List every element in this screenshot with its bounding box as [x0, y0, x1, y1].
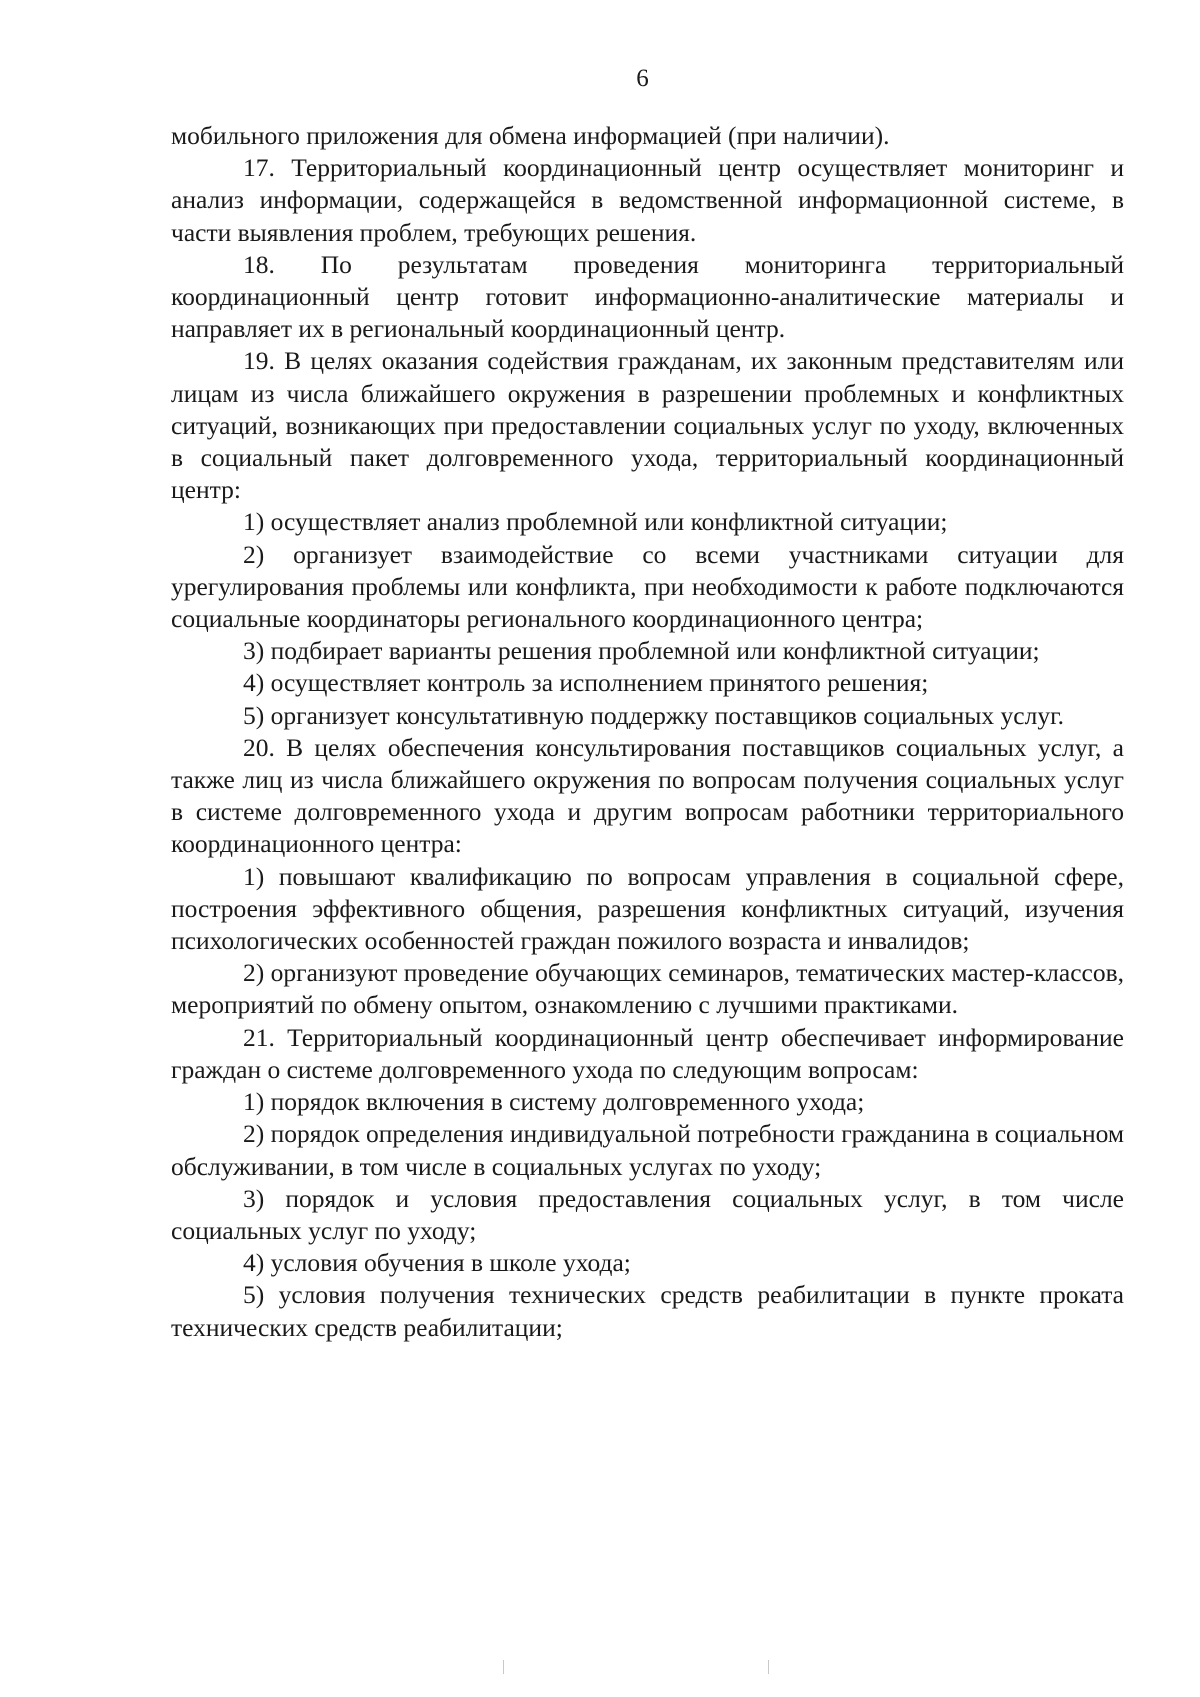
paragraph-19-item-1: 1) осуществляет анализ проблемной или конфликтной ситуации; — [243, 507, 948, 537]
paragraph-21-item-1: 1) порядок включения в систему долговременного ухода; — [243, 1087, 865, 1117]
scan-artifact-mark — [503, 1660, 504, 1674]
paragraph-20-item-2: 2) организуют проведение обучающих семинаров, тематических мастер-классов, мероприятий по обмену опытом, ознакомлению с лучшими практиками. — [171, 958, 1124, 1020]
paragraph-21-item-3: 3) порядок и условия предоставления социальных услуг, в том числе социальных услуг по уходу; — [171, 1183, 1124, 1245]
paragraph-19-item-5: 5) организует консультативную поддержку поставщиков социальных услуг. — [243, 700, 1065, 730]
paragraph-21-item-4: 4) условия обучения в школе ухода; — [243, 1248, 631, 1278]
paragraph-21: 21. Территориальный координационный центр обеспечивает информирование граждан о системе долговременного ухода по следующим вопросам: — [171, 1022, 1124, 1084]
document-body — [171, 120, 1124, 1344]
paragraph-19-item-4: 4) осуществляет контроль за исполнением принятого решения; — [243, 668, 929, 698]
paragraph-18: 18. По результатам проведения мониторинга территориальный координационный центр готовит информационно-аналитические материалы и направляет их в региональный координационный центр. — [171, 249, 1124, 344]
paragraph-19: 19. В целях оказания содействия гражданам, их законным представителям или лицам из числа ближайшего окружения в разрешении проблемных и конфликтных ситуаций, возникающих при предоставлении социальных услуг по уходу, включенных в социальный пакет долговременного ухода, территориальный координационный центр: — [171, 346, 1124, 505]
paragraph-21-item-5: 5) условия получения технических средств реабилитации в пункте проката технических средств реабилитации; — [171, 1280, 1124, 1342]
paragraph-19-item-3: 3) подбирает варианты решения проблемной или конфликтной ситуации; — [243, 636, 1040, 666]
paragraph-continuation: мобильного приложения для обмена информацией (при наличии). — [171, 121, 890, 150]
paragraph-21-item-2: 2) порядок определения индивидуальной потребности гражданина в социальном обслуживании, в том числе в социальных услугах по уходу; — [171, 1119, 1125, 1181]
paragraph-20: 20. В целях обеспечения консультирования поставщиков социальных услуг, а также лиц из числа ближайшего окружения по вопросам получения социальных услуг в системе долговременного ухода и другим вопросам работники территориального координационного центра: — [171, 732, 1124, 859]
page-number: 6 — [636, 65, 649, 92]
paragraph-19-item-2: 2) организует взаимодействие со всеми участниками ситуации для урегулирования проблемы или конфликта, при необходимости к работе подключаются социальные координаторы регионального координационного центра; — [171, 539, 1124, 634]
paragraph-20-item-1: 1) повышают квалификацию по вопросам управления в социальной сфере, построения эффективного общения, разрешения конфликтных ситуаций, изучения психологических особенностей граждан пожилого возраста и инвалидов; — [171, 861, 1124, 956]
scan-artifact-mark — [768, 1660, 769, 1674]
paragraph-17: 17. Территориальный координационный центр осуществляет мониторинг и анализ информации, содержащейся в ведомственной информационной системе, в части выявления проблем, требующих решения. — [171, 153, 1124, 247]
